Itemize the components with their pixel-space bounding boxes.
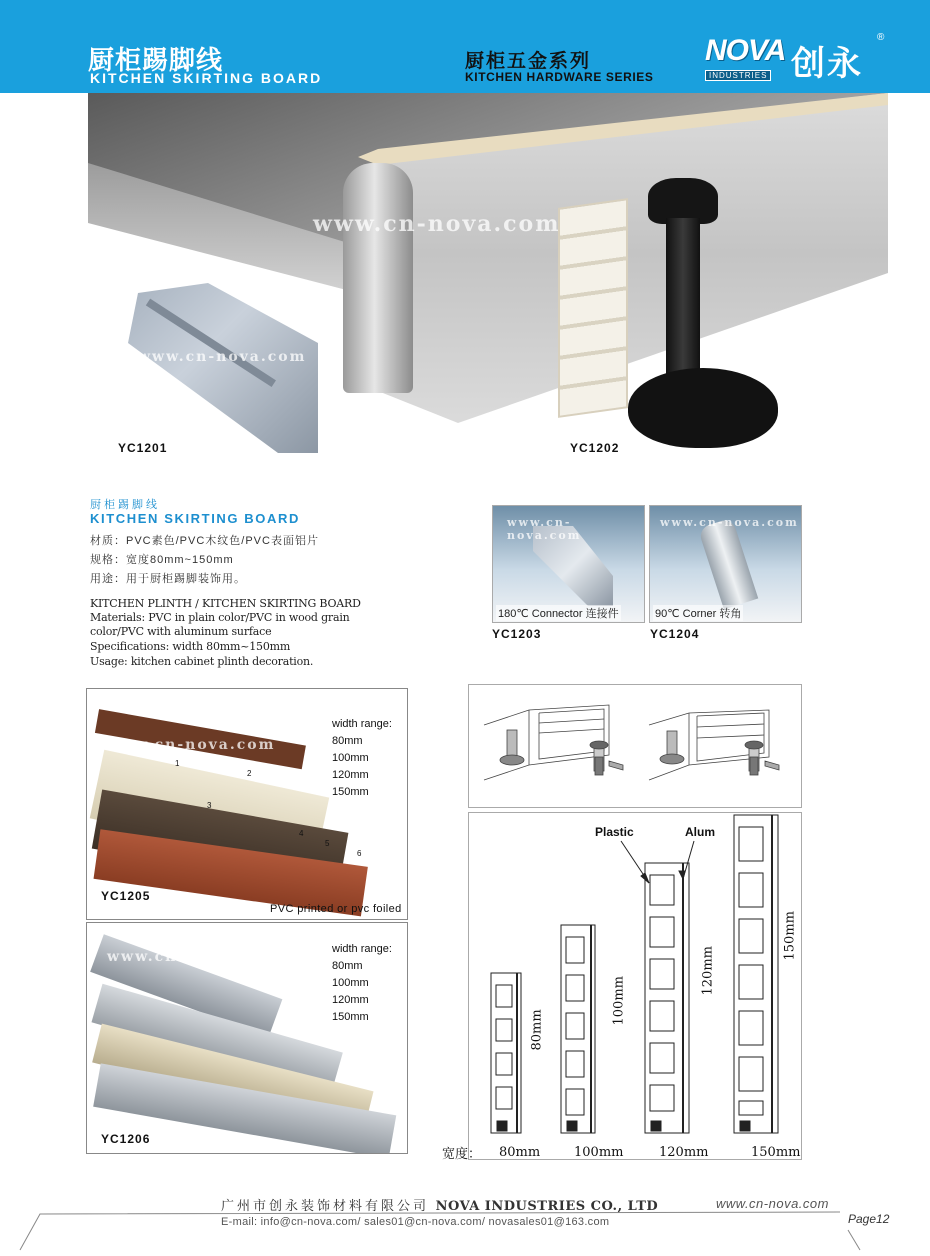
- en-materials-2: color/PVC with aluminum surface: [90, 625, 272, 638]
- yc1206-range-100: 100mm: [332, 977, 369, 989]
- width-120: 120mm: [659, 1145, 709, 1160]
- usage-cn: 用途：用于厨柜踢脚装饰用。: [90, 573, 246, 585]
- corner-piece: [343, 163, 413, 393]
- board-number-3: 3: [207, 801, 212, 810]
- height-150: 150mm: [782, 911, 798, 961]
- width-150: 150mm: [751, 1145, 801, 1160]
- yc1205-range-150: 150mm: [332, 786, 369, 798]
- board-number-1: 1: [175, 759, 180, 768]
- yc1205-range-120: 120mm: [332, 769, 369, 781]
- watermark-corner: www.cn-nova.com: [660, 516, 799, 529]
- page-number: Page12: [848, 1212, 890, 1226]
- watermark-hero: www.cn-nova.com: [313, 211, 561, 237]
- section-title-en: KITCHEN SKIRTING BOARD: [90, 511, 300, 526]
- watermark-yc1205: www.cn-nova.com: [107, 737, 276, 753]
- yc1205-range-title: width range:: [332, 718, 392, 730]
- yc1206-range-title: width range:: [332, 943, 392, 955]
- profile-dimension-diagram: [442, 812, 802, 1162]
- corner-photo: [649, 505, 802, 623]
- logo-cn-text: 创永: [791, 44, 863, 84]
- connector-caption: 180℃ Connector 连接件: [496, 605, 621, 621]
- width-100: 100mm: [574, 1145, 624, 1160]
- logo-industries-text: INDUSTRIES: [705, 70, 771, 81]
- installation-diagram: [468, 684, 802, 808]
- en-spec: Specifications: width 80mm~150mm: [90, 640, 291, 653]
- material-cn: 材质：PVC素色/PVC木纹色/PVC表面铝片: [90, 535, 319, 547]
- footer-website[interactable]: www.cn-nova.com: [716, 1196, 829, 1211]
- profile-drawings: [469, 813, 803, 1161]
- header-title-en: KITCHEN SKIRTING BOARD: [90, 70, 323, 86]
- connector-photo: [492, 505, 645, 623]
- corner-caption: 90℃ Corner 转角: [653, 605, 743, 621]
- code-yc1203: YC1203: [492, 627, 542, 641]
- header-series-cn: 厨柜五金系列: [465, 50, 592, 72]
- footer-company-cn: 广州市创永装饰材料有限公司: [221, 1198, 430, 1213]
- hero-product-photo: [88, 93, 888, 493]
- pvc-profile-section: [558, 198, 628, 418]
- pvc-note: PVC printed or pvc foiled: [270, 903, 402, 915]
- en-materials-1: Materials: PVC in plain color/PVC in wood grain: [90, 611, 350, 624]
- watermark-connector: www.cn-nova.com: [507, 516, 582, 542]
- page-header: [0, 0, 930, 93]
- logo-registered-mark: ®: [877, 32, 885, 43]
- height-100: 100mm: [611, 976, 627, 1026]
- corner-part: [698, 518, 759, 610]
- board-number-4: 4: [299, 829, 304, 838]
- spec-cn: 规格：宽度80mm~150mm: [90, 554, 234, 566]
- watermark-yc1206: www.cn-nova.com: [107, 949, 276, 965]
- yc1205-range-100: 100mm: [332, 752, 369, 764]
- en-title: KITCHEN PLINTH / KITCHEN SKIRTING BOARD: [90, 597, 361, 610]
- code-yc1201: YC1201: [118, 441, 168, 455]
- code-yc1202: YC1202: [570, 441, 620, 455]
- leg-base: [628, 368, 778, 448]
- width-80: 80mm: [499, 1145, 541, 1160]
- yc1206-photo-panel: [86, 922, 408, 1154]
- board-number-2: 2: [247, 769, 252, 778]
- yc1206-range-120: 120mm: [332, 994, 369, 1006]
- height-120: 120mm: [700, 946, 716, 996]
- plastic-label: Plastic: [595, 825, 634, 839]
- header-title-cn: 厨柜踢脚线: [88, 46, 224, 76]
- yc1205-photo-panel: [86, 688, 408, 920]
- footer-company: [221, 1195, 658, 1214]
- board-number-6: 6: [357, 849, 362, 858]
- nova-logo: [705, 30, 905, 90]
- code-yc1206: YC1206: [101, 1132, 151, 1146]
- section-title-cn: 厨柜踢脚线: [90, 499, 160, 511]
- height-80: 80mm: [529, 1009, 545, 1051]
- footer-email: E-mail: info@cn-nova.com/ sales01@cn-nova.com/ novasales01@163.com: [221, 1216, 610, 1228]
- yc1206-range-80: 80mm: [332, 960, 363, 972]
- en-usage: Usage: kitchen cabinet plinth decoration.: [90, 655, 314, 668]
- width-prefix: 宽度：: [442, 1147, 482, 1162]
- yc1205-range-80: 80mm: [332, 735, 363, 747]
- watermark-hero-small: www.cn-nova.com: [138, 349, 307, 365]
- alum-label: Alum: [685, 825, 715, 839]
- code-yc1204: YC1204: [650, 627, 700, 641]
- board-number-5: 5: [325, 839, 330, 848]
- installation-drawing: [469, 685, 803, 809]
- code-yc1205: YC1205: [101, 889, 151, 903]
- cabinet-leg: [648, 178, 718, 438]
- footer-company-en: NOVA INDUSTRIES CO., LTD: [435, 1199, 659, 1214]
- header-series-en: KITCHEN HARDWARE SERIES: [465, 70, 654, 84]
- yc1206-range-150: 150mm: [332, 1011, 369, 1023]
- logo-nova-text: NOVA: [705, 34, 786, 67]
